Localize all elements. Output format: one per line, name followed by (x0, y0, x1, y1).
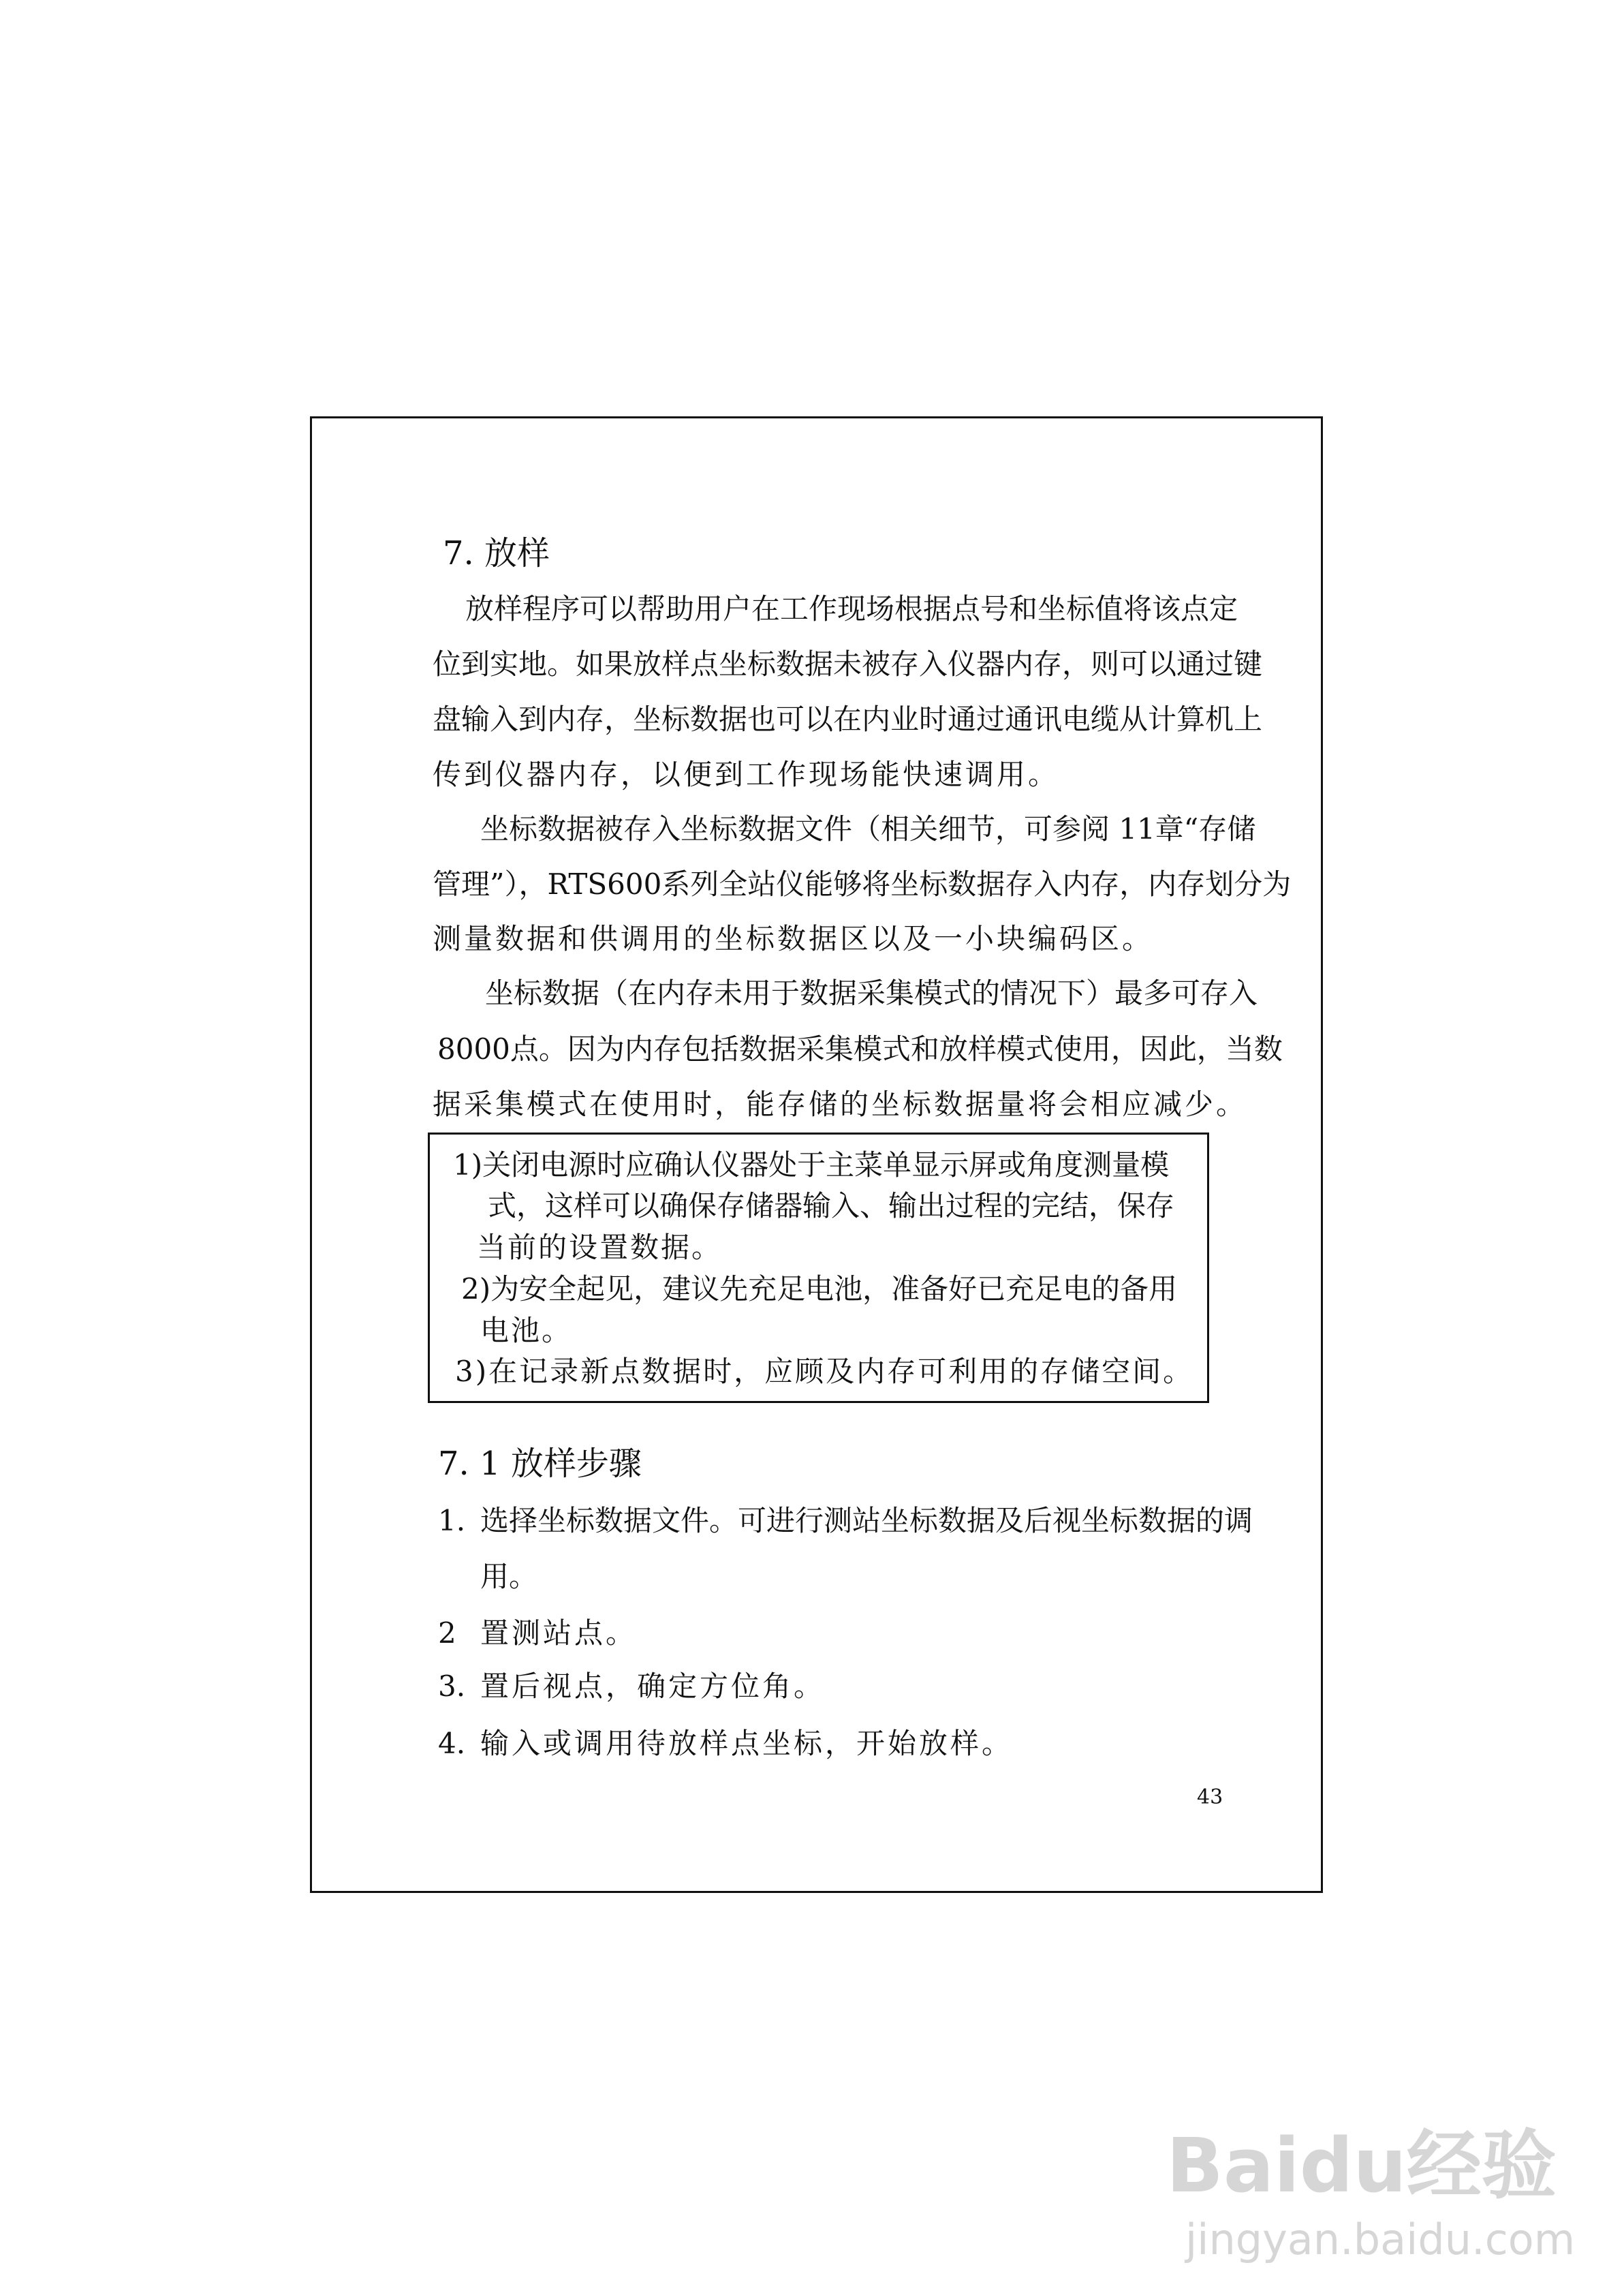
subsection-title: 7. 1 放样步骤 (438, 1445, 642, 1483)
step-number: 3. (438, 1669, 466, 1703)
paragraph-line: 坐标数据（在内存未用于数据采集模式的情况下）最多可存入 (485, 976, 1258, 1010)
paragraph-line: 测量数据和供调用的坐标数据区以及一小块编码区。 (433, 922, 1154, 955)
step-text: 用。 (480, 1560, 538, 1593)
note-line: 式，这样可以确保存储器输入、输出过程的完结，保存 (488, 1189, 1175, 1222)
step-number: 1. (438, 1504, 466, 1537)
page-number: 43 (1197, 1785, 1223, 1809)
paragraph-line: 盘输入到内存，坐标数据也可以在内业时通过通讯电缆从计算机上 (433, 703, 1263, 736)
step-text: 置后视点，确定方位角。 (480, 1669, 826, 1703)
note-line: 2)为安全起见，建议先充足电池，准备好已充足电的备用 (461, 1272, 1178, 1306)
step-text: 选择坐标数据文件。可进行测站坐标数据及后视坐标数据的调 (480, 1504, 1253, 1537)
step-text: 输入或调用待放样点坐标，开始放样。 (480, 1727, 1014, 1760)
note-line: 3)在记录新点数据时，应顾及内存可利用的存储空间。 (455, 1355, 1194, 1388)
paragraph-line: 8000点。因为内存包括数据采集模式和放样模式使用，因此，当数 (437, 1032, 1283, 1066)
baidu-watermark-url: jingyan.baidu.com (1185, 2215, 1576, 2264)
paragraph-line: 据采集模式在使用时，能存储的坐标数据量将会相应减少。 (433, 1088, 1248, 1121)
paragraph-line: 传到仪器内存，以便到工作现场能快速调用。 (433, 758, 1060, 791)
paragraph-line: 位到实地。如果放样点坐标数据未被存入仪器内存，则可以通过键 (433, 647, 1263, 681)
step-number: 2 (438, 1616, 456, 1650)
paragraph-line: 放样程序可以帮助用户在工作现场根据点号和坐标值将该点定 (465, 592, 1238, 626)
note-line: 当前的设置数据。 (477, 1231, 723, 1264)
step-number: 4. (438, 1727, 466, 1760)
note-line: 电池。 (480, 1314, 573, 1347)
step-text: 置测站点。 (480, 1616, 638, 1650)
section-title: 7. 放样 (443, 534, 550, 572)
note-line: 1)关闭电源时应确认仪器处于主菜单显示屏或角度测量模 (453, 1148, 1170, 1182)
baidu-watermark-logo: Baidu经验 (1166, 2122, 1557, 2209)
paragraph-line: 管理”），RTS600系列全站仪能够将坐标数据存入内存，内存划分为 (433, 867, 1292, 901)
paragraph-line: 坐标数据被存入坐标数据文件（相关细节，可参阅 11章“存储 (480, 812, 1256, 846)
